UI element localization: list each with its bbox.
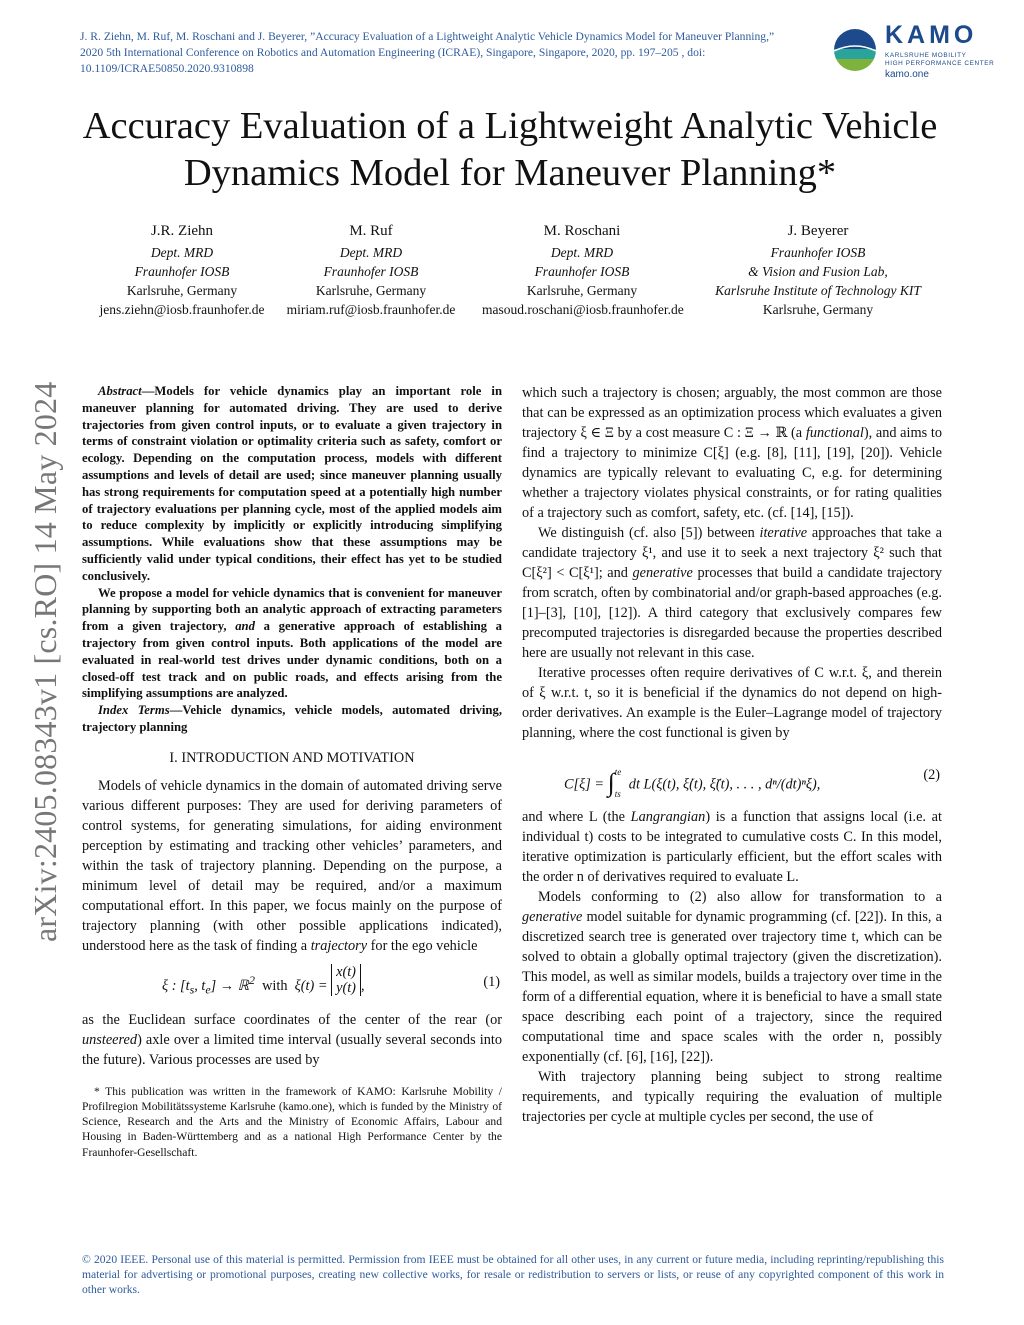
copyright-notice: © 2020 IEEE. Personal use of this material is permitted. Permission from IEEE must be obtained for all other uses, in any current or future media, including reprinting/republishing this material for advertising or promotional purposes, creating new collective works, for resale or redistribution to servers or lists, or reuse of any copyrighted component of this work in other works. — [82, 1253, 944, 1296]
body-paragraph: Iterative processes often require derivatives of C w.r.t. ξ, and therein of ξ w.r.t. t, so it is beneficial if the dynamics do not depend on high-order derivatives. An example is the Euler–Lagrange model of trajectory planning, where the cost functional is given by — [522, 665, 942, 741]
left-column — [82, 383, 502, 1160]
author-location: Karlsruhe, Germany — [126, 283, 238, 298]
citation-header: J. R. Ziehn, M. Ruf, M. Roschani and J. Beyerer, ”Accuracy Evaluation of a Lightweight Analytic Vehicle Dynamics Model for Maneuver Planning,” 2020 5th International Conference on Robotics and Automation Engineering (ICRAE), Singapore, Singapore, 2020, pp. 197–205 , doi: 10.1109/ICRAE50850.2020.9310898 — [80, 30, 775, 75]
abstract-label: Abstract — [98, 384, 142, 398]
footnote: * This publication was written in the framework of KAMO: Karlsruhe Mobility / Profilregion Mobilitätssysteme Karlsruhe (kamo.one), which is funded by the Ministry of Science, Research and the Arts and the Ministry of Economic Affairs, Labour and Housing in Baden-Württemberg and as a national High Performance Center by the Fraunhofer-Gesellschaft. — [82, 1084, 502, 1159]
kamo-logo[interactable] — [832, 21, 1012, 85]
author-email: jens.ziehn@iosb.fraunhofer.de — [99, 302, 265, 317]
equation-2 — [522, 747, 942, 803]
author-dept: Dept. MRD — [339, 245, 403, 260]
equation-1 — [82, 960, 502, 1006]
body-paragraph: Models of vehicle dynamics in the domain of automated driving serve various different purposes: They are used for deriving parameters of control systems, for generating simulations, for aiding environment perception by estimating and tracking other vehicles’ parameters, and within the task of trajectory planning. Depending on the purpose, a minimum level of detail may be required, and/or a maximum computational effort. In this paper, we focus mainly on the purpose of trajectory planning (with other possible applications indicated), understood here as the task of finding a trajectory for the ego vehicle — [82, 777, 502, 954]
author-location: Karlsruhe, Germany — [526, 283, 638, 298]
body-paragraph: With trajectory planning being subject to strong realtime requirements, and typically requiring the evaluation of multiple trajectories per cycle at multiple cycles per second, the use of — [522, 1069, 942, 1125]
author-name: J. Beyerer — [787, 223, 849, 239]
author-location: Karlsruhe, Germany — [762, 302, 874, 317]
author-block — [688, 222, 948, 319]
index-terms-label: Index Terms — [98, 703, 170, 718]
paper-title: Accuracy Evaluation of a Lightweight Analytic Vehicle Dynamics Model for Maneuver Planning* — [82, 105, 938, 194]
kamo-globe-icon — [832, 27, 878, 73]
author-institute: Fraunhofer IOSB — [534, 264, 630, 279]
abstract-paragraph: We propose a model for vehicle dynamics that is convenient for maneuver planning by supporting both an analytic approach of extracting parameters from a given trajectory, and a generative approach of establishing a trajectory from given control inputs. Both applications of the model are evaluated in real-world test drives under dynamic conditions, both on a closed-off test track and on public roads, and effects arising from the simplifying assumptions are analyzed. — [82, 585, 503, 701]
abstract-paragraph: Abstract—Models for vehicle dynamics play an important role in maneuver planning for automated driving. They are used to derive trajectories from given control inputs, or to evaluate a given trajectory in terms of constraint violation or optimality criteria such as safety, comfort or ecology. Depending on the computation process, models with different assumptions and levels of detail are used; since maneuver planning usually has strong requirements for computation speed at a potentially high number of trajectory evaluations per planning cycle, most of the applied models aim to reduce complexity by implicitly or explicitly introducing simplifying assumptions. While evaluations show that these assumptions may be sufficiently valid under typical conditions, their effect has yet to be studied conclusively. — [82, 384, 502, 583]
logo-subtitle-1: KARLSRUHE MOBILITY — [885, 52, 967, 59]
right-column — [522, 383, 942, 1127]
index-terms: Index Terms—Vehicle dynamics, vehicle models, automated driving, trajectory planning — [82, 703, 502, 734]
author-dept: Dept. MRD — [550, 245, 614, 260]
author-lab: & Vision and Fusion Lab, — [748, 264, 888, 279]
author-institute: Fraunhofer IOSB — [323, 264, 419, 279]
equation-number: (2) — [923, 767, 940, 783]
arxiv-stamp: arXiv:2405.08343v1 [cs.RO] 14 May 2024 — [27, 381, 63, 942]
body-paragraph: We distinguish (cf. also [5]) between iterative approaches that take a candidate trajectory ξ¹, and use it to seek a next trajectory ξ² such that C[ξ²] < C[ξ¹]; and generative processes that build a candidate trajectory from scratch, often by combinatorial and/or graph-based approaches (e.g. [1]–[3], [10], [12]). A third category that exclusively compares few precomputed trajectories is disregarded because the properties described here are usually not relevant in this case. — [522, 525, 942, 661]
body-paragraph: Models conforming to (2) also allow for transformation to a generative model suitable for dynamic programming (cf. [22]). In this, a discretized search tree is generated over trajectory time t, which can be solved to obtain a globally optimal trajectory (given the discretization). This model, as well as similar models, builds a trajectory over time in the form of a differential equation, where it is beneficial to have a small state space describing each point of a trajectory, since the required computational time and space scales with the order n, possibly exponentially (cf. [6], [16], [22]). — [522, 889, 942, 1065]
logo-subtitle-2: HIGH PERFORMANCE CENTER — [885, 60, 995, 67]
equation-1-body: ξ : [$t_s$, $t_e$] → ℝ$^2$ with ξ(t) = x(t) y(t) , — [162, 964, 365, 997]
author-name: M. Roschani — [543, 223, 621, 239]
author-institute: Fraunhofer IOSB — [134, 264, 230, 279]
author-block — [271, 222, 471, 319]
body-paragraph: which such a trajectory is chosen; arguably, the most common are those that can be expressed as an optimization process which evaluates a given trajectory ξ ∈ Ξ by a cost measure C : Ξ → ℝ (a functional), and aims to find a trajectory to minimize C[ξ] (e.g. [8], [11], [19], [20]). Vehicle dynamics are typically relevant to evaluating C, e.g. for determining whether a trajectory violates physical constraints, or for rating qualities of a trajectory such as comfort, safety, etc. (cf. [14], [15]). — [522, 385, 942, 521]
author-university: Karlsruhe Institute of Technology KIT — [715, 283, 921, 298]
logo-name: KAMO — [885, 21, 978, 49]
equation-number: (1) — [483, 973, 500, 990]
equation-2-body: C[ξ] = ∫ te ts dt L(ξ(t), ξ̇(t), ξ̈(t), . . . , dⁿ/(dt)ⁿξ), — [564, 767, 821, 799]
author-block — [82, 222, 282, 319]
logo-url[interactable]: kamo.one — [885, 69, 929, 80]
author-name: J.R. Ziehn — [150, 223, 214, 239]
author-block — [482, 222, 682, 319]
author-institute: Fraunhofer IOSB — [770, 245, 866, 260]
author-name: M. Ruf — [349, 223, 393, 239]
author-email: miriam.ruf@iosb.fraunhofer.de — [286, 302, 456, 317]
body-paragraph: as the Euclidean surface coordinates of the center of the rear (or unsteered) axle over a limited time interval (usually several seconds into the future). Various processes are used by — [82, 1011, 502, 1068]
logo-subtitle — [885, 52, 1015, 68]
section-heading: I. INTRODUCTION AND MOTIVATION — [169, 749, 415, 766]
author-email: masoud.roschani@iosb.fraunhofer.de — [482, 302, 684, 317]
author-dept: Dept. MRD — [150, 245, 214, 260]
body-paragraph: and where L (the Langrangian) is a function that assigns local (i.e. at individual t) costs to be integrated to cumulative costs C. In this model, iterative optimization is particularly efficient, but the effort scales with the order n of derivatives required to evaluate L. — [522, 809, 942, 885]
author-location: Karlsruhe, Germany — [315, 283, 427, 298]
